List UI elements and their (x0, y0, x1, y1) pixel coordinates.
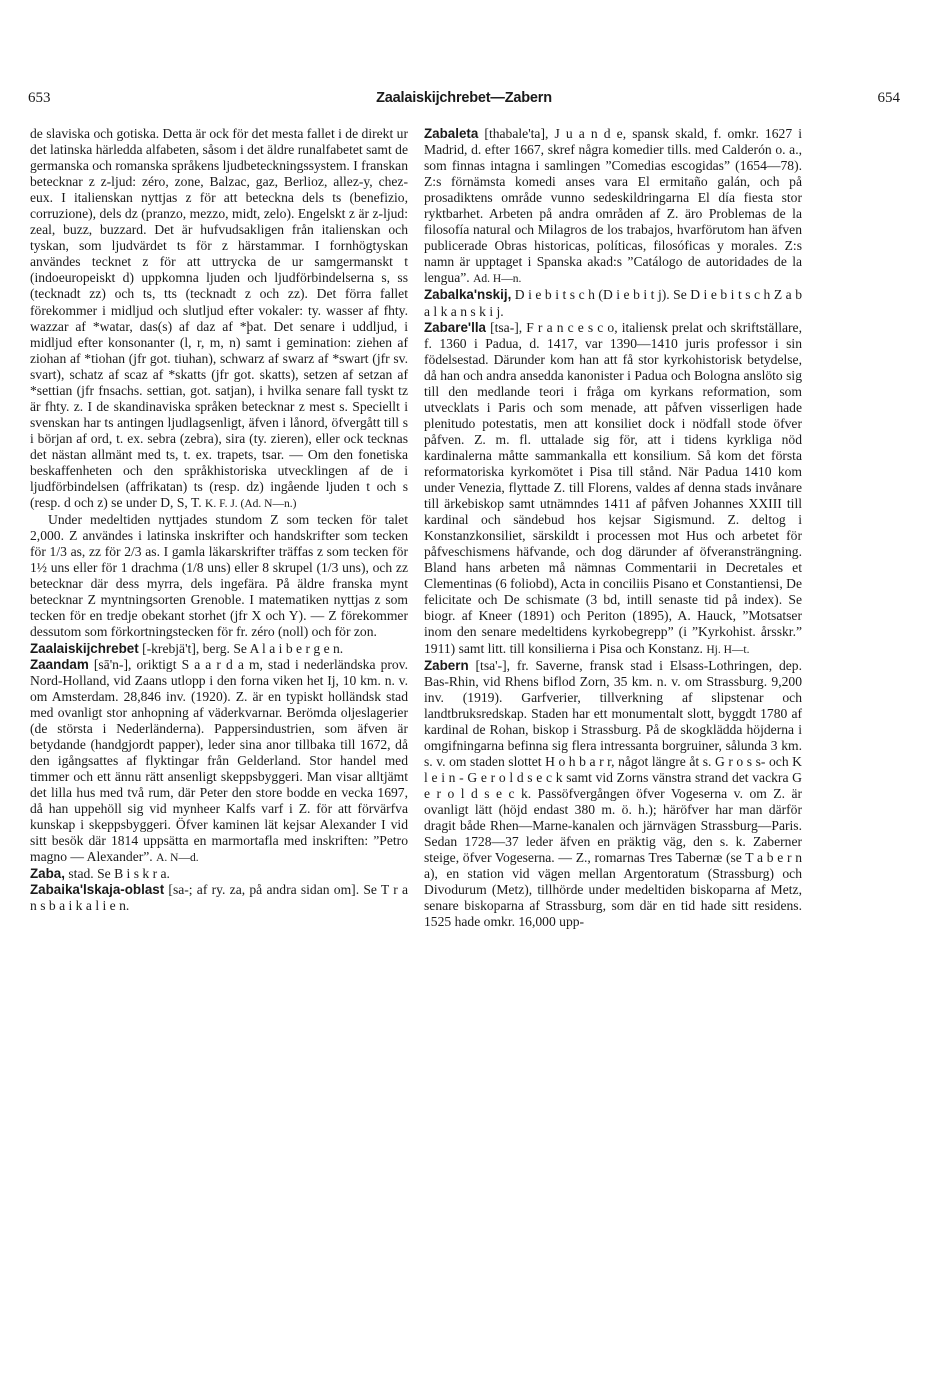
entry-zabern (424, 658, 802, 931)
left-column (30, 126, 408, 914)
entry-text: [-krebjä't], berg. Se A l a i b e r g e n. (138, 640, 344, 656)
entry-zabaikalskaja-oblast (30, 882, 408, 914)
author-signature: Ad. H—n. (473, 273, 522, 286)
entry-zabarella (424, 320, 802, 658)
entry-text: [sa-; af ry. za, på andra sidan om]. Se T r a n s b a i k a l i e n. (30, 882, 408, 914)
entry-zaandam (30, 657, 408, 867)
headword: Zaandam (30, 656, 89, 672)
page-number-left: 653 (28, 90, 51, 106)
entry-zabaleta (424, 126, 802, 287)
entry-zaba (30, 866, 408, 882)
author-signature: K. F. J. (Ad. N—n.) (205, 498, 297, 511)
letter-z-text: de slaviska och gotiska. Detta är ock för det mesta fallet i de direkt ur det latinska härledda alfabeten, såsom i det äldre runalfabetet samt de germanska och romanska språkens ljudbeteckningssystem. I franskan betecknar z z-ljud: zéro, zone, Balzac, gaz, Berlioz, allez-y, chez-eux. I italienskan nyttjas z för att beteckna dels ts (benefizio, corruzione), dels dz (pranzo, mezzo, midt, zelo). Engelskt z är z-ljud: zeal, buzz, buzzard. Det är hufvudsakligen från italienskan och tyskan, som ljudvärdet ts för z härstammar. I fornhögtyskan användes tecknet z för att uttrycka de ur samgermanskt t (indoeuropeiskt d) uppkomna ljuden och ljudförbindelserna s, ss (tecknadt zz) och ts, tts (tecknadt z och zz). Det förra fallet förekommer i midljud och slutljud efter vokaler: ty. wasser af fhty. wazzar af *watar, das(s) af daz af *þat. Det senare i uddljud, i midljud efter konsonanter (l, r, m, n) samt i gemination: ziehen af ziohan af *tiohan (jfr got. tiuhan), schwarz af swarz af *swart (jfr sv. svart), schatz af scaz af *skatts (jfr got. skatts), setzen af setzan af *settian (jfr fnsachs. settian, got. satjan), i hvilka senare fall tyskt tz är fhty. z. I de skandinaviska språken betecknar z mest s. Speciellt i svenskan har ts antingen ljudlagsenligt, äfven i lånord, öfvergått till s i början af ord, t. ex. sebra (zebra), sira (ty. zieren), eller ock tecknas det nästan allmänt med ts, t. ex. trapets, tsar. — Om den fonetiska beskaffenheten och den språkhistoriska utvecklingen af de i ljudförbindelsen (affrikatan) ts (resp. dz) ingående ljuden t och s (resp. d och z) se under D, S, T. (30, 126, 408, 511)
page-header (28, 90, 900, 112)
entry-text: [sā'n-], oriktigt S a a r d a m, stad i nederländska prov. Nord-Holland, vid Zaans utlopp i den forna viken het Ij, 10 km. n. v. om Amsterdam. 28,846 inv. (1920). Z. är en typiskt holländsk stad med ovanligt stor anhopning af väderkvarnar. Berömda oljeslagerier (de största i Nederländerna). Pappersindustrien, som äfven är betydande (handgjordt papper), leder sina anor tillbaka till 1672, då den igångsattes af flyktingar från Gelderland. Stor handel med timmer och ett ännu rätt ansenligt skeppsbyggeri. Man visar alltjämt det lilla hus med två rum, där Peter den store bodde en vecka 1697, då han uppehöll sig vid mynheer Kalfs varf i Z. för att förvärfva kunskap i skeppsbyggeri. Öfver kaminen lät kejsar Alexander I vid sitt besök där 1814 uppsätta en marmortafla med inskriften: ”Petro magno — Alexander”. (30, 656, 408, 865)
page-number-right: 654 (877, 90, 900, 106)
letter-z-article (30, 126, 408, 512)
author-signature: Hj. H—t. (706, 643, 750, 656)
entry-text: D i e b i t s c h (D i e b i t j). Se D i e b i t s c h Z a b a l k a n s k i j. (424, 287, 802, 319)
entry-text: stad. Se B i s k r a. (64, 866, 170, 882)
headword: Zaba, (30, 866, 65, 882)
entry-text: [tsa'-], fr. Saverne, fransk stad i Elsass-Lothringen, dep. Bas-Rhin, vid Rhens biflod Zorn, 35 km. n. v. om Strassburg. 9,200 inv. (1919). Garfverier, tillverkning af slipstenar och landtbruksredskap. Staden har ett monumentalt slott, byggdt 1780 af kardinal de Rohan, biskop i Strassburg. På de skogklädda höjderna i omgifningarna befinna sig flera intressanta borgruiner, sålunda 3 km. s. v. om staden slottet H o h b a r r, något längre åt s. G r o s s- och K l e i n - G e r o l d s e c k samt vid Zorns vänstra strand det vackra G e r o l d s e c k. Passöfvergången öfver Vogeserna v. om Z. är ovanligt lätt (höjd endast 380 m. ö. h.); häröfver har man därför dragit både Rhen—Marne-kanalen och järnvägen Strassburg—Paris. Sedan 1728—37 leder äfven en präktig väg, den s. k. Zaberner steige, öfver Vogeserna. — Z., romarnas Tres Tabernæ (se T a b e r n a), en station vid vägen mellan Argentoratum (Strassburg) och Divodurum (Metz), tillhörde under medeltiden biskoparna af Metz, senare biskoparna af Strassburg, som där en tid hade sitt residens. 1525 hade omkr. 16,000 upp- (424, 657, 802, 930)
headword: Zabaleta (424, 126, 479, 141)
headword: Zabalka'nskij, (424, 287, 512, 303)
right-column (424, 126, 802, 930)
entry-text: [tsa-], F r a n c e s c o, italiensk prelat och skriftställare, f. 1360 i Padua, d. 1417, var 1390—1410 juris professor i sin födelsestad. Därunder kom han att få stor kyrkohistorisk betydelse, då han och andra ansedda kanonister i Padua och Bologna anslöto sig till den medlande teori i fråga om kyrkans reformation, som utvecklats i Paris och som menade, att påfven visserligen hade plenitudo potestatis, men att konsiliet dock i nödfall stode öfver påfven. Z. m. fl. uttalade sig för, att i tidens kyrkliga nöd kardinalerna måtte sammankalla ett konsilium. Så kom det första reformatoriska kyrkomötet i Pisa till stånd. När Padua 1410 kom under Venezia, flyttade Z. till Florens, valdes af denna stads invånare till ärkebiskop samt utnämndes 1411 af påfven Johannes XXIII till kardinal och sändebud hos kejsar Sigismund. Z. deltog i Konstanzkonsiliet, särskildt i processen mot Hus och arbetet för påfveschismens häfvande, och dog därunder af öfveransträngning. Bland hans arbeten må nämnas Commentarii in Decretales et Clementinas (6 foliobd), Acta in conciliis Pisano et Constantiensi, De felicitate och De schismate (3 bd, intill senaste tid på index). Se biogr. af Kneer (1891) och Periton (1895), A. Hauck, ”Motsatser inom den senare medeltidens kyrkobegrepp” (i ”Kyrkohist. årsskr.” 1911) samt litt. till konsilierna i Pisa och Konstanz. (424, 319, 802, 656)
letter-z-usage: Under medeltiden nyttjades stundom Z som tecken för talet 2,000. Z användes i latinska inskrifter och handskrifter som tecken för 1/3 as, zz för 2/3 as. I gamla läkarskrifter träffas z som tecken för 1½ uns eller för 1 drachma (1/8 uns) eller 8 skrupel (1/3 uns), och zz betecknar där dess myrra, dels ingefära. På äldre franska mynt betecknar Z myntningsorten Grenoble. I matematiken nyttjas z som tecken för en tredje obekant storhet (jfr X och Y). — Z förekommer dessutom som förkortningstecken för fr. zéro (noll) och för zon. (30, 512, 408, 640)
headword: Zabaika'lskaja-oblast (30, 882, 165, 898)
entry-zabalkanskij (424, 287, 802, 319)
headword: Zabare'lla (424, 319, 486, 335)
headword: Zabern (424, 657, 469, 673)
running-title: Zaalaiskijchrebet—Zabern (376, 90, 552, 106)
entry-zaalaiskijchrebet (30, 641, 408, 657)
entry-text: [thabale'ta], J u a n d e, spansk skald, f. omkr. 1627 i Madrid, d. efter 1667, skref några komedier tills. med Calderón o. a., som finnas intagna i samlingen ”Comedias escogidas” (1654—78). Z:s förnämsta komedi anses vara El ermitaño galán, och på prosadiktens område vunno sedeskildringarna El día fiesta stor ryktbarhet. Arbeten på andra områden af Z. äro Problemas de la filosofía natural och Milagros de los trabajos, hvarförutom han äfven publicerade Obras historicas, políticas, filosóficas y morales. Z:s namn är upptaget i Spanska akad:s ”Catálogo de autoridades de la lengua”. (424, 126, 802, 286)
author-signature: A. N—d. (156, 852, 199, 865)
headword: Zaalaiskijchrebet (30, 640, 139, 656)
